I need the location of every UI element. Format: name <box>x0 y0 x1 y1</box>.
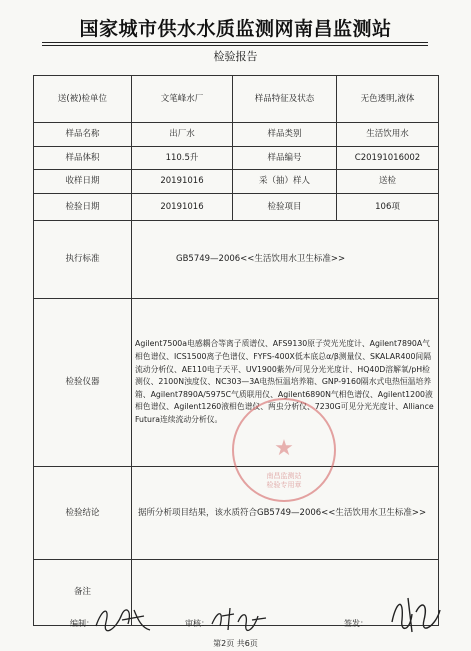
remarks-label: 备注 <box>34 560 132 626</box>
sample-volume-value: 110.5升 <box>132 147 233 170</box>
sampler-label: 采（抽）样人 <box>233 170 337 194</box>
sampler-value: 送检 <box>337 170 439 194</box>
sender-value: 文笔峰水厂 <box>132 76 233 123</box>
test-items-label: 检验项目 <box>233 194 337 221</box>
sample-category-value: 生活饮用水 <box>337 123 439 147</box>
instruments-value: Agilent7500a电感耦合等离子质谱仪、AFS9130原子荧光光度计、Agilent7890A气相色谱仪、ICS1500离子色谱仪、FYFS-400X低本底总α/β测量仪、SKALAR400间隔流动分析仪、AE110电子天平、UV1900紫外/可见分光光度计、HQ40D溶解氧/pH检测仪、2100N浊度仪、NC303—3A电热恒温培养箱、GNP-9160隔水式电热恒温培养箱、Agilent7890A/5975C气质联用仪、Agilent6890N气相色谱仪、Agilent1200液相色谱仪、Agilent1260液相色谱仪、两虫分析仪、7230G可见分光光度计、Alliance Futura连续流动分析仪。 <box>132 299 439 467</box>
seal-text: 南昌监测站 检验专用章 <box>266 472 302 489</box>
title-divider-top <box>42 42 428 43</box>
sample-state-label: 样品特征及状态 <box>233 76 337 123</box>
page-title: 国家城市供水水质监测网南昌监测站 <box>79 18 392 40</box>
test-date-value: 20191016 <box>132 194 233 221</box>
instruments-label: 检验仪器 <box>34 299 132 467</box>
received-date-label: 收样日期 <box>34 170 132 194</box>
page-number: 第2页 共6页 <box>213 639 258 648</box>
table-row-received <box>34 170 439 194</box>
title-divider-bottom <box>42 45 428 46</box>
conclusion-value: 据所分析项目结果，该水质符合GB5749—2006<<生活饮用水卫生标准>> <box>132 467 439 560</box>
table-row-sender <box>34 76 439 123</box>
sample-number-label: 样品编号 <box>233 147 337 170</box>
received-date-value: 20191016 <box>132 170 233 194</box>
sender-label: 送(被)检单位 <box>34 76 132 123</box>
standard-value: GB5749—2006<<生活饮用水卫生标准>> <box>132 221 439 299</box>
compiler-label: 编制： <box>70 619 94 628</box>
table-row-sample <box>34 123 439 147</box>
table-row-standard <box>34 221 439 299</box>
sample-category-label: 样品类别 <box>233 123 337 147</box>
issuer-label: 签发： <box>344 619 368 628</box>
sample-state-value: 无色透明,液体 <box>337 76 439 123</box>
conclusion-label: 检验结论 <box>34 467 132 560</box>
standard-label: 执行标准 <box>34 221 132 299</box>
test-items-value: 106项 <box>337 194 439 221</box>
test-date-label: 检验日期 <box>34 194 132 221</box>
issuer-signature-icon <box>382 592 446 638</box>
reviewer-label: 审核： <box>185 619 209 628</box>
report-subtitle: 检验报告 <box>213 50 258 63</box>
sample-name-value: 出厂水 <box>132 123 233 147</box>
table-row-tested <box>34 194 439 221</box>
sample-number-value: C20191016002 <box>337 147 439 170</box>
report-table <box>33 75 439 626</box>
official-seal <box>232 398 336 502</box>
table-row-volume <box>34 147 439 170</box>
seal-star-icon: ★ <box>274 436 294 461</box>
reviewer-signature-icon <box>208 604 270 634</box>
sample-volume-label: 样品体积 <box>34 147 132 170</box>
sample-name-label: 样品名称 <box>34 123 132 147</box>
compiler-signature-icon <box>92 600 154 636</box>
